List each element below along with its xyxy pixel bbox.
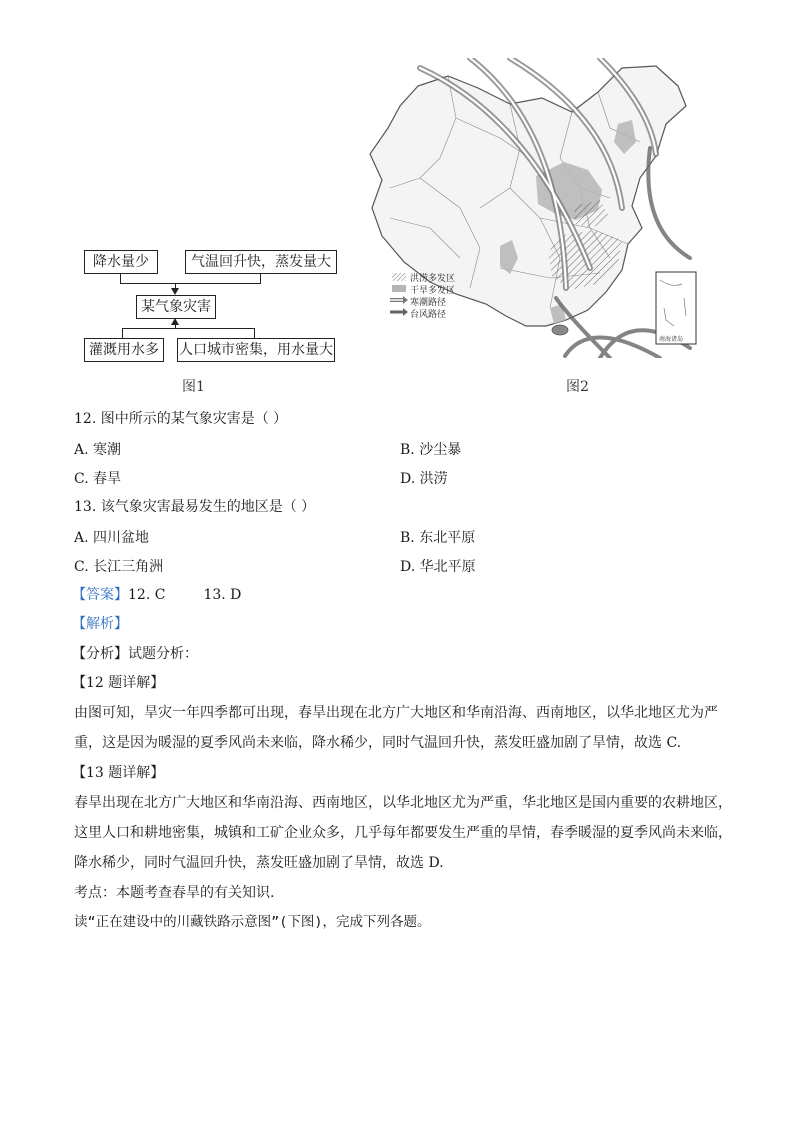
question-13-option-d: D. 华北平原 [400,559,476,575]
heading-q13-detail: 【13 题详解】 [72,765,165,781]
connector-line [122,328,123,338]
question-13-option-c: C. 长江三角洲 [74,559,164,575]
question-13-option-b: B. 东北平原 [400,530,476,546]
flood-legend-icon [392,273,406,281]
figure-1-caption: 图1 [182,379,205,395]
drought-legend-icon [392,285,406,292]
question-12-option-a: A. 寒潮 [74,442,122,458]
connector-line [120,283,261,284]
paragraph-q13-line1: 春旱出现在北方广大地区和华南沿海、西南地区，以华北地区尤为严重，华北地区是国内重要的农耕地区， [74,795,732,811]
box-temperature-evaporation: 气温回升快，蒸发量大 [185,250,337,274]
heading-q12-detail: 【12 题详解】 [72,675,165,691]
arrow-down-icon [171,288,179,295]
paragraph-q12-line2: 重，这是因为暖湿的夏季风尚未来临，降水稀少，同时气温回升快，蒸发旺盛加剧了旱情，故选 C. [74,735,682,751]
box-weather-disaster: 某气象灾害 [136,295,216,319]
analysis-label: 【解析】 [72,616,128,632]
next-question-intro: 读“正在建设中的川藏铁路示意图”(下图)，完成下列各题。 [74,914,431,930]
paragraph-q13-line3: 降水稀少，同时气温回升快，蒸发旺盛加剧了旱情，故选 D. [74,855,444,871]
question-12-stem: 12. 图中所示的某气象灾害是（ ） [74,411,288,427]
paragraph-q12-line1: 由图可知，旱灾一年四季都可出现，春旱出现在北方广大地区和华南沿海、西南地区，以华北地区尤为严 [74,705,718,721]
answer-label: 【答案】 [72,587,128,603]
legend-cold-wave: 寒潮路径 [410,298,447,308]
question-12-option-c: C. 春旱 [74,471,122,487]
connector-line [254,328,255,338]
south-sea-inset-label: 南海诸岛 [659,336,684,343]
question-13-stem: 13. 该气象灾害最易发生的地区是（ ） [74,499,316,515]
answer-12: 12. C [128,587,166,603]
question-13-option-a: A. 四川盆地 [74,530,150,546]
answer-13: 13. D [203,587,242,603]
legend-flood: 洪涝多发区 [410,274,456,284]
question-12-option-d: D. 洪涝 [400,471,448,487]
question-12-option-b: B. 沙尘暴 [400,442,462,458]
hainan-island [552,325,568,335]
legend-drought: 干旱多发区 [410,286,456,296]
connector-line [122,328,254,329]
figure-2-caption: 图2 [566,379,589,395]
box-population-city: 人口城市密集，用水量大 [177,338,335,362]
kaodian-line: 考点：本题考查春旱的有关知识. [74,885,275,901]
connector-line [120,273,121,283]
paragraph-q13-line2: 这里人口和耕地密集，城镇和工矿企业众多，几乎每年都要发生严重的旱情，春季暖湿的夏季风尚未来临， [74,825,732,841]
analysis-fenxi: 【分析】试题分析： [72,646,198,662]
connector-line [260,273,261,283]
typhoon-legend-icon [390,308,408,316]
box-irrigation: 灌溉用水多 [84,338,164,362]
cold-wave-legend-icon [390,296,408,304]
box-low-rainfall: 降水量少 [84,250,158,274]
answer-line [72,585,241,605]
legend-typhoon: 台风路径 [410,310,447,320]
